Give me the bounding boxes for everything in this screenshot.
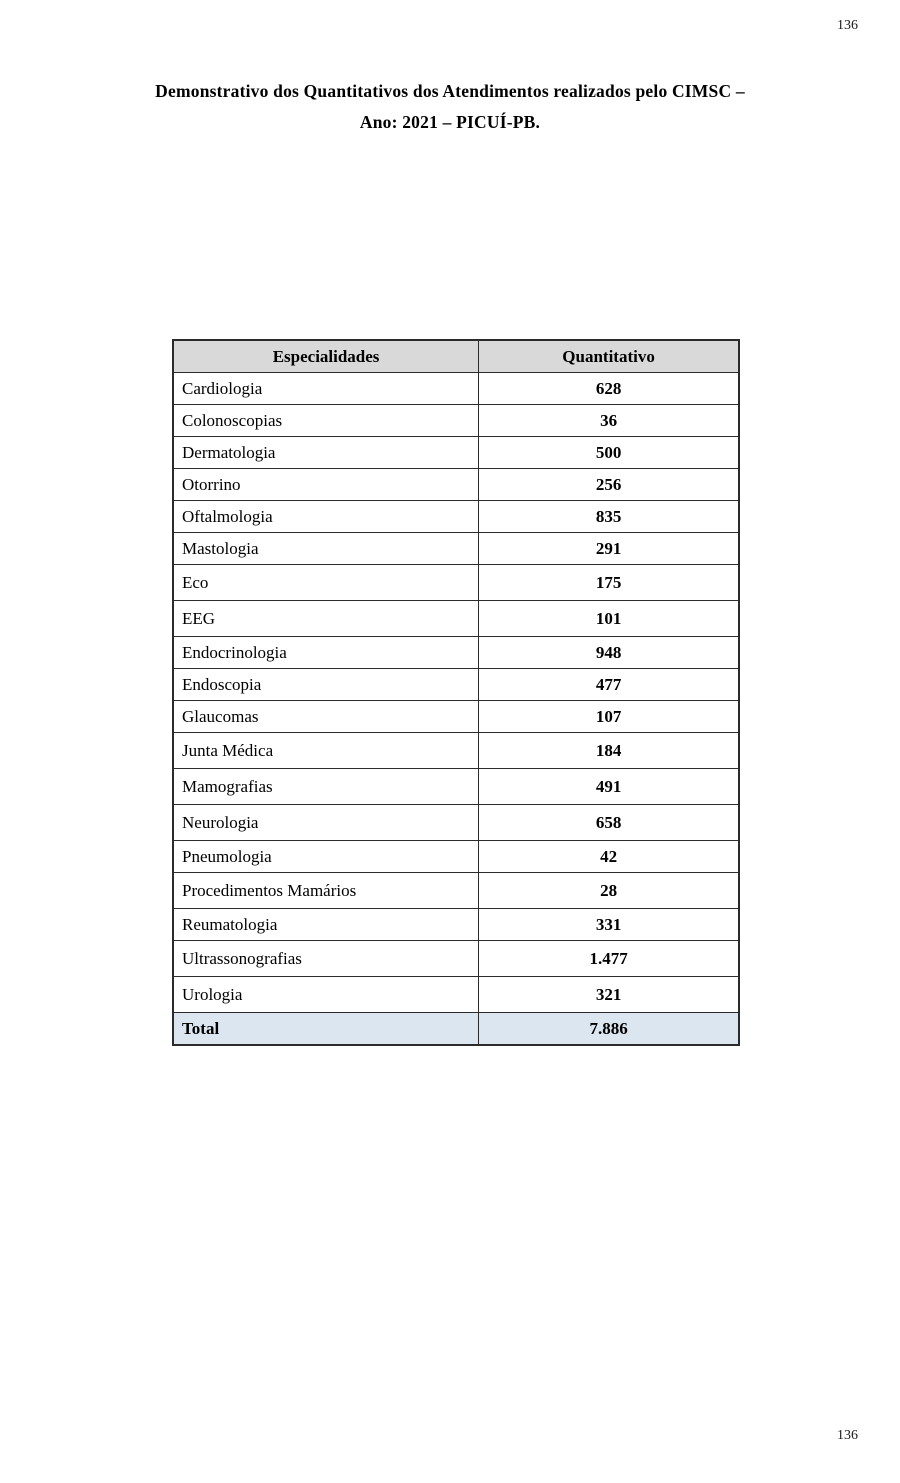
quantity-cell: 658 [479,805,739,841]
specialty-cell: Urologia [173,977,479,1013]
specialties-table [172,339,740,1046]
table-header-row [173,340,739,373]
quantity-cell: 321 [479,977,739,1013]
total-value-cell: 7.886 [479,1013,739,1046]
quantity-cell: 491 [479,769,739,805]
document-title-line1: Demonstrativo dos Quantitativos dos Atendimentos realizados pelo CIMSC – [155,81,745,101]
quantity-cell: 1.477 [479,941,739,977]
specialties-table-container [172,339,740,1046]
table-row [173,909,739,941]
header-quantitativo: Quantitativo [479,340,739,373]
quantity-cell: 477 [479,669,739,701]
table-row [173,565,739,601]
quantity-cell: 28 [479,873,739,909]
table-row [173,637,739,669]
quantity-cell: 184 [479,733,739,769]
specialty-cell: Colonoscopias [173,405,479,437]
specialty-cell: Dermatologia [173,437,479,469]
specialty-cell: Pneumologia [173,841,479,873]
quantity-cell: 175 [479,565,739,601]
table-row [173,405,739,437]
table-row [173,733,739,769]
quantity-cell: 107 [479,701,739,733]
table-total-row [173,1013,739,1046]
specialty-cell: Glaucomas [173,701,479,733]
total-label-cell: Total [173,1013,479,1046]
quantity-cell: 628 [479,373,739,405]
specialty-cell: Oftalmologia [173,501,479,533]
specialty-cell: Endoscopia [173,669,479,701]
table-row [173,533,739,565]
document-title-line2: Ano: 2021 – PICUÍ-PB. [359,112,541,132]
table-row [173,469,739,501]
quantity-cell: 42 [479,841,739,873]
table-row [173,669,739,701]
quantity-cell: 256 [479,469,739,501]
table-row [173,601,739,637]
quantity-cell: 948 [479,637,739,669]
specialty-cell: Reumatologia [173,909,479,941]
quantity-cell: 500 [479,437,739,469]
table-row [173,873,739,909]
specialty-cell: Cardiologia [173,373,479,405]
header-especialidades: Especialidades [173,340,479,373]
specialty-cell: Endocrinologia [173,637,479,669]
table-row [173,373,739,405]
specialty-cell: Ultrassonografias [173,941,479,977]
specialty-cell: Junta Médica [173,733,479,769]
table-row [173,701,739,733]
quantity-cell: 101 [479,601,739,637]
page-number-top: 136 [837,18,858,33]
quantity-cell: 36 [479,405,739,437]
table-row [173,941,739,977]
document-title [60,76,840,138]
quantity-cell: 291 [479,533,739,565]
table-row [173,501,739,533]
table-row [173,841,739,873]
table-row [173,977,739,1013]
page-number-bottom: 136 [837,1428,858,1443]
specialty-cell: Mastologia [173,533,479,565]
specialty-cell: Eco [173,565,479,601]
quantity-cell: 331 [479,909,739,941]
specialty-cell: EEG [173,601,479,637]
specialty-cell: Neurologia [173,805,479,841]
specialty-cell: Mamografias [173,769,479,805]
table-row [173,805,739,841]
table-row [173,437,739,469]
specialty-cell: Otorrino [173,469,479,501]
table-row [173,769,739,805]
quantity-cell: 835 [479,501,739,533]
specialty-cell: Procedimentos Mamários [173,873,479,909]
